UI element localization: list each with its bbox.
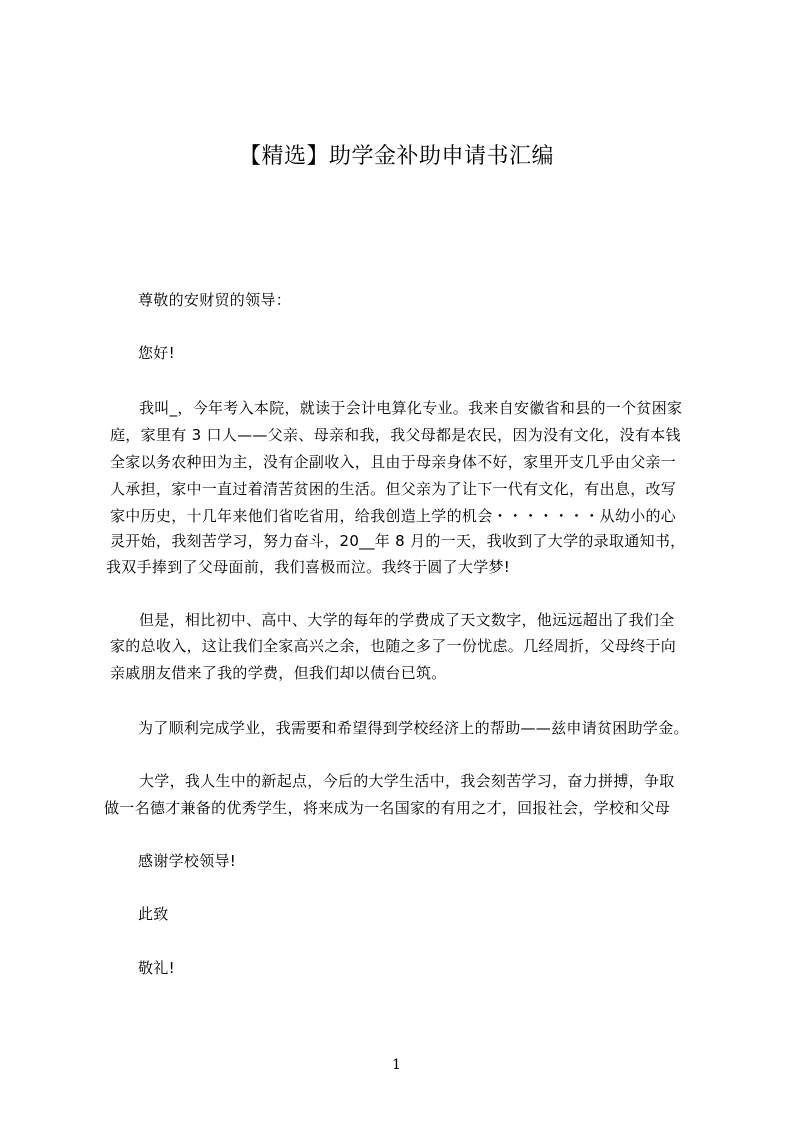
thanks-line: 感谢学校领导! (138, 852, 237, 870)
closing-line: 敬礼! (138, 959, 175, 977)
paragraph-line: 我双手捧到了父母面前，我们喜极而泣。我终于圆了大学梦! (106, 558, 511, 576)
greeting: 您好! (138, 344, 175, 362)
paragraph-line: 全家以务农种田为主，没有企副收入，且由于母亲身体不好，家里开支几乎由父亲一 (110, 453, 677, 471)
paragraph-line: 人承担，家中一直过着清苦贫困的生活。但父亲为了让下一代有文化，有出息，改写 (110, 480, 677, 498)
paragraph-line: 但是，相比初中、高中、大学的每年的学费成了天文数字，他远远超出了我们全 (139, 611, 675, 629)
paragraph-line: 庭，家里有 3 口人——父亲、母亲和我，我父母都是农民，因为没有文化，没有本钱 (110, 426, 681, 444)
paragraph-line: 亲戚朋友借来了我的学费，但我们却以债台已筑。 (110, 664, 447, 682)
paragraph-line: 我叫_，今年考入本院，就读于会计电算化专业。我来自安徽省和县的一个贫困家 (139, 399, 683, 417)
paragraph-line: 大学，我人生中的新起点，今后的大学生活中，我会刻苦学习，奋力拼搏，争取 (139, 772, 675, 790)
paragraph-line: 灵开始，我刻苦学习，努力奋斗，20__年 8 月的一天，我收到了大学的录取通知书， (110, 532, 686, 550)
page-number: 1 (392, 1057, 401, 1073)
paragraph-line: 家的总收入，这让我们全家高兴之余，也随之多了一份忧虑。几经周折，父母终于向 (110, 637, 677, 655)
salutation: 尊敬的安财贸的领导： (138, 291, 292, 309)
paragraph-line: 做一名德才兼备的优秀学生，将来成为一名国家的有用之才，回报社会，学校和父母 (104, 799, 671, 817)
closing-line: 此致 (138, 905, 169, 923)
paragraph-line: 家中历史，十几年来他们省吃省用，给我创造上学的机会・・・・・・・从幼小的心 (110, 507, 677, 525)
paragraph-line: 为了顺利完成学业，我需要和希望得到学校经济上的帮助——兹申请贫困助学金。 (138, 719, 689, 737)
page-title: 【精选】助学金补助申请书汇编 (238, 144, 554, 169)
